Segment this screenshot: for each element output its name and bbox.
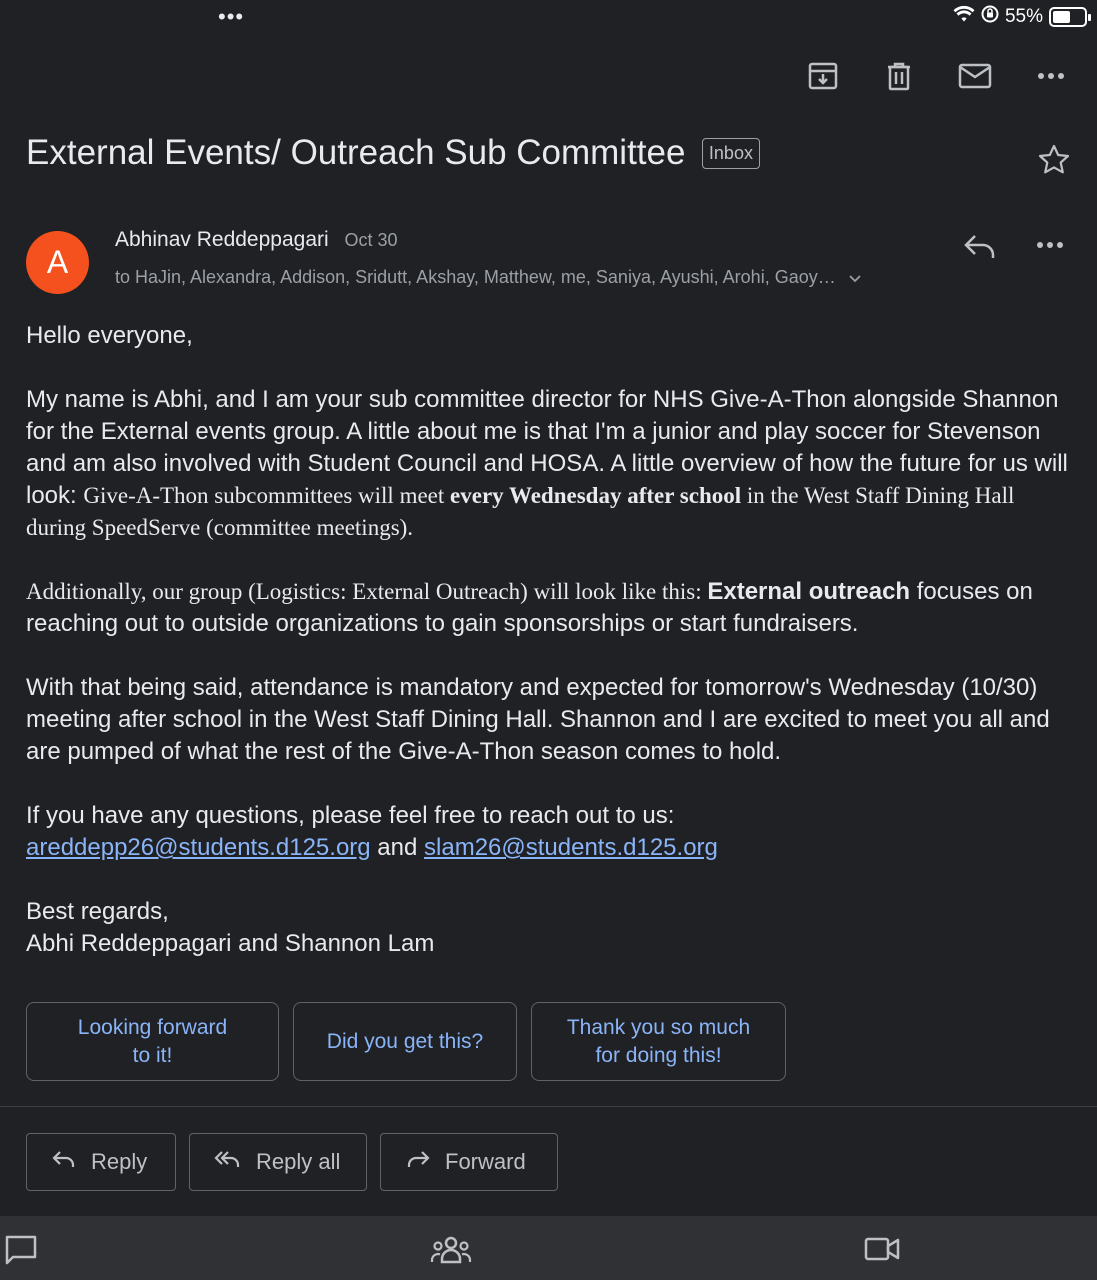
- email-link-2[interactable]: slam26@students.d125.org: [424, 834, 718, 861]
- forward-label: Forward: [445, 1149, 526, 1174]
- inbox-label-badge[interactable]: Inbox: [702, 138, 760, 169]
- email-subject: External Events/ Outreach Sub Committee: [26, 133, 686, 172]
- signature-block: [26, 896, 1076, 960]
- body-paragraph-4: [26, 800, 1076, 864]
- trash-icon[interactable]: [881, 56, 917, 96]
- body-paragraph-1: [26, 384, 1076, 544]
- reply-label: Reply: [91, 1149, 148, 1174]
- archive-icon[interactable]: [805, 56, 841, 96]
- smart-reply-chip[interactable]: [26, 1002, 279, 1081]
- body-paragraph-2: [26, 576, 1076, 640]
- status-bar: [0, 0, 1097, 34]
- forward-button[interactable]: [380, 1133, 558, 1191]
- star-icon[interactable]: [1037, 143, 1071, 182]
- battery-icon: [1049, 7, 1087, 27]
- and-text: and: [377, 834, 418, 861]
- smart-reply-chip[interactable]: [293, 1002, 517, 1081]
- avatar[interactable]: A: [26, 231, 89, 294]
- signature: Abhi Reddeppagari and Shannon Lam: [26, 930, 435, 957]
- reply-all-icon: [214, 1149, 242, 1175]
- status-indicators: [953, 5, 1087, 29]
- p2-serif-text: Additionally, our group (Logistics: External Outreach) will look like this:: [26, 579, 708, 604]
- reply-all-label: Reply all: [256, 1149, 341, 1174]
- email-date: Oct 30: [344, 230, 398, 250]
- group-name: External outreach: [707, 578, 911, 605]
- greeting: Hello everyone,: [26, 322, 193, 349]
- signoff: Best regards,: [26, 898, 169, 925]
- email-link-1[interactable]: areddepp26@students.d125.org: [26, 834, 371, 861]
- battery-percentage: 55%: [1004, 6, 1043, 27]
- chip-text: for doing this!: [595, 1043, 722, 1067]
- email-toolbar: [805, 56, 1069, 96]
- chip-text: Did you get this?: [326, 1029, 484, 1053]
- chip-text: to it!: [132, 1043, 173, 1067]
- reply-actions: [26, 1133, 558, 1191]
- reply-all-button[interactable]: [189, 1133, 367, 1191]
- forward-icon: [405, 1149, 431, 1175]
- message-more-icon[interactable]: [1036, 236, 1064, 254]
- wifi-icon: [953, 5, 975, 29]
- recipients-summary[interactable]: [115, 267, 861, 288]
- meet-video-icon[interactable]: [864, 1234, 900, 1269]
- mark-unread-icon[interactable]: [957, 56, 993, 96]
- smart-replies: [26, 1002, 786, 1081]
- sender-info: [115, 228, 398, 252]
- p1-text: My name is Abhi, and I am your sub committee director for NHS Give-A-Thon alongside Shannon for the External events group. A little about me is that I'm a junior and play soccer for Stevenson and am also involved with Student Council and HOSA. A little overview of how the future for us will look:: [26, 386, 1068, 509]
- sender-name: Abhinav Reddeppagari: [115, 228, 329, 251]
- divider: [0, 1106, 1097, 1107]
- more-icon[interactable]: [1033, 56, 1069, 96]
- chat-icon[interactable]: [4, 1234, 38, 1271]
- p1-serif-tail: in the West Staff Dining Hall during SpeedServe (committee meetings).: [26, 483, 1015, 540]
- email-body: [26, 320, 1076, 992]
- reply-icon[interactable]: [962, 230, 998, 267]
- meeting-schedule: every Wednesday after school: [450, 483, 742, 508]
- reply-button[interactable]: [26, 1133, 176, 1191]
- spaces-icon[interactable]: [430, 1234, 472, 1271]
- bottom-nav: [0, 1216, 1097, 1280]
- recipients-list: to HaJin, Alexandra, Addison, Sridutt, Akshay, Matthew, me, Saniya, Ayushi, Arohi, Gaoy…: [115, 267, 836, 287]
- p4-text: If you have any questions, please feel free to reach out to us:: [26, 802, 675, 829]
- orientation-lock-icon: [981, 5, 999, 29]
- chip-text: Thank you so much: [566, 1015, 751, 1039]
- smart-reply-chip[interactable]: [531, 1002, 786, 1081]
- subject-row: [26, 133, 1071, 193]
- reply-icon: [51, 1149, 77, 1175]
- p1-serif-text: Give-A-Thon subcommittees will meet: [83, 483, 451, 508]
- p2-text: focuses on reaching out to outside organizations to gain sponsorships or start fundraisers.: [26, 578, 1033, 637]
- chevron-down-icon[interactable]: [849, 267, 861, 287]
- body-paragraph-3: With that being said, attendance is mandatory and expected for tomorrow's Wednesday (10/30) meeting after school in the West Staff Dining Hall. Shannon and I are excited to meet you all and are pumped of what the rest of the Give-A-Thon season comes to hold.: [26, 674, 1050, 765]
- multitasking-dots[interactable]: •••: [218, 4, 245, 29]
- chip-text: Looking forward: [77, 1015, 228, 1039]
